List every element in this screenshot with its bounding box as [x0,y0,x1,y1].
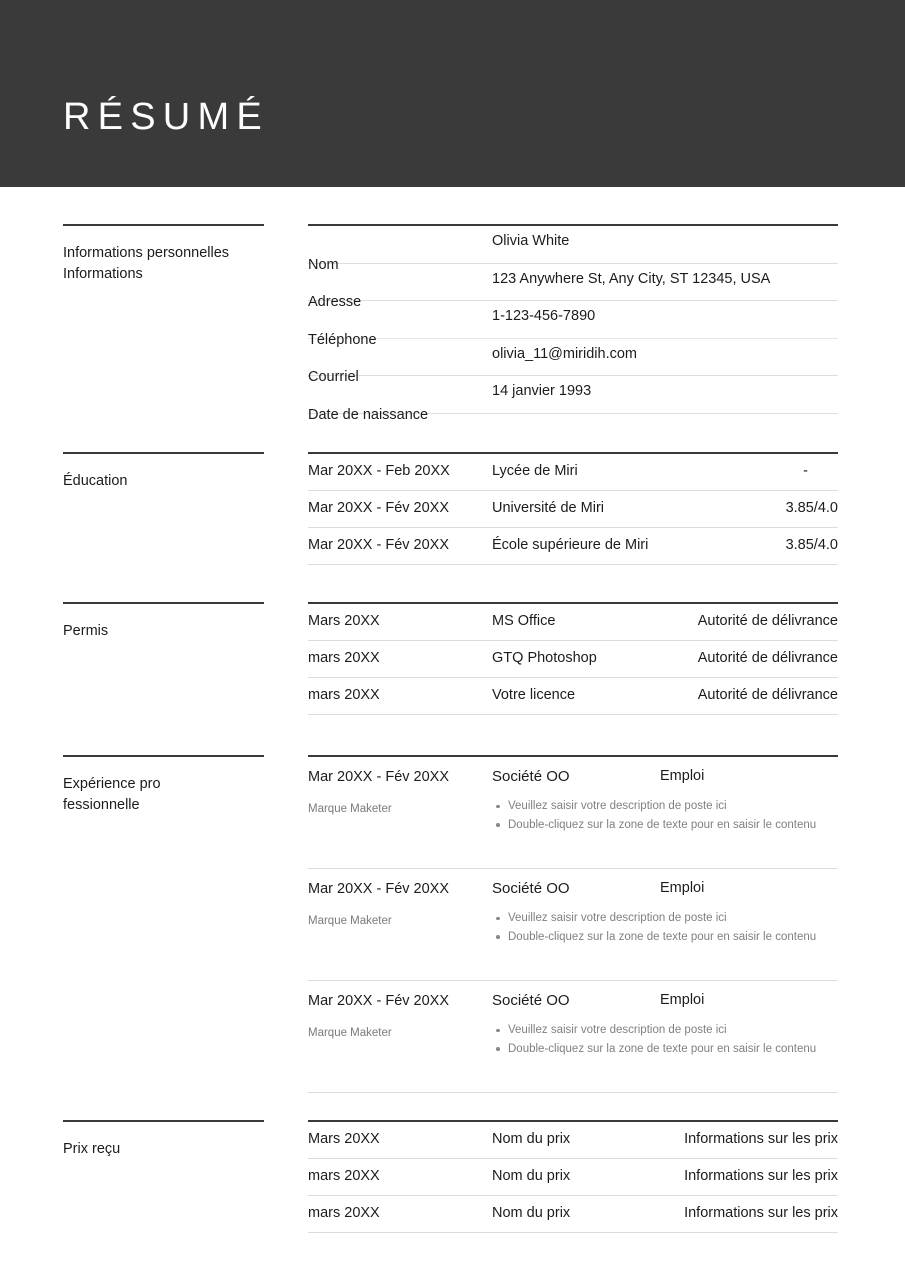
field-value-date-de-naissance: 14 janvier 1993 [492,383,592,399]
experience-date: Mar 20XX - Fév 20XX [308,881,450,897]
experience-description-list [494,797,816,834]
award-name: Nom du prix [492,1131,571,1147]
section-licenses-title: Permis [63,623,109,639]
row-divider [308,1232,838,1233]
experience-job-title: Emploi [660,992,705,1008]
license-date: Mars 20XX [308,613,380,629]
award-date: mars 20XX [308,1205,380,1221]
education-score: 3.85/4.0 [785,537,838,553]
field-value-courriel: olivia_11@miridih.com [492,345,637,362]
section-personal-title-line1: Informations personnelles [63,245,230,261]
section-rule [63,602,264,604]
section-rule [63,224,264,226]
section-licenses-content [308,602,838,715]
license-name: GTQ Photoshop [492,650,597,666]
award-name: Nom du prix [492,1168,571,1184]
experience-role: Marque Maketer [308,915,392,927]
section-education-content [308,452,838,565]
experience-role: Marque Maketer [308,803,392,815]
field-label-adresse: Adresse [308,294,362,310]
education-date: Mar 20XX - Fév 20XX [308,537,450,553]
experience-block[interactable] [308,869,838,981]
experience-description-list [494,909,816,946]
section-personal-content [308,224,838,423]
experience-description-item: Veuillez saisir votre description de poste ici [494,909,816,928]
section-rule [63,755,264,757]
license-authority: Autorité de délivrance [697,613,838,629]
education-institution: École supérieure de Miri [492,537,649,553]
section-experience-title-line2: fessionnelle [63,797,140,814]
experience-role: Marque Maketer [308,1027,392,1039]
experience-description-item: Double-cliquez sur la zone de texte pour en saisir le contenu [494,1040,816,1059]
field-label-telephone: Téléphone [308,331,377,348]
award-info: Informations sur les prix [684,1131,838,1147]
experience-company: Société OO [492,768,570,785]
education-row[interactable] [308,491,838,528]
field-label-nom: Nom [308,256,339,273]
experience-block[interactable] [308,981,838,1093]
section-personal-title-line2: Informations [63,266,143,283]
award-date: Mars 20XX [308,1131,380,1147]
resume-header-bar [0,0,905,187]
experience-company: Société OO [492,992,570,1009]
section-personal-title [63,243,264,285]
education-score: 3.85/4.0 [785,500,838,516]
award-row[interactable] [308,1196,838,1233]
education-institution: Université de Miri [492,500,604,516]
field-value-nom: Olivia White [492,233,570,249]
personal-info-row[interactable] [308,264,838,310]
section-experience-title [63,774,264,816]
personal-info-row[interactable] [308,301,838,348]
section-rule [63,1120,264,1122]
experience-description-item: Veuillez saisir votre description de poste ici [494,797,816,816]
section-education-title: Éducation [63,473,128,489]
award-info: Informations sur les prix [684,1168,838,1184]
field-label-courriel: Courriel [308,369,359,385]
row-divider [308,1092,838,1093]
license-name: Votre licence [492,687,576,703]
license-authority: Autorité de délivrance [697,687,838,703]
education-date: Mar 20XX - Feb 20XX [308,463,450,479]
license-row[interactable] [308,641,838,678]
award-row[interactable] [308,1159,838,1196]
license-date: mars 20XX [308,687,380,703]
field-label-date-de-naissance: Date de naissance [308,406,429,423]
section-experience-content [308,755,838,1093]
experience-date: Mar 20XX - Fév 20XX [308,769,450,785]
experience-job-title: Emploi [660,768,705,784]
education-institution: Lycée de Miri [492,463,578,479]
experience-block[interactable] [308,757,838,869]
row-divider [308,714,838,715]
section-awards-title: Prix reçu [63,1141,121,1157]
award-date: mars 20XX [308,1168,380,1184]
section-rule [63,452,264,454]
section-licenses-label-column [63,602,264,642]
row-divider [308,564,838,565]
award-info: Informations sur les prix [684,1205,838,1221]
education-date: Mar 20XX - Fév 20XX [308,500,450,516]
experience-date: Mar 20XX - Fév 20XX [308,993,450,1009]
section-education-label-column [63,452,264,492]
experience-job-title: Emploi [660,880,705,896]
section-experience-title-line1: Expérience pro [63,776,161,792]
experience-description-item: Double-cliquez sur la zone de texte pour en saisir le contenu [494,816,816,835]
section-awards-content [308,1120,838,1233]
field-value-telephone: 1-123-456-7890 [492,308,596,324]
field-value-adresse: 123 Anywhere St, Any City, ST 12345, USA [492,270,771,287]
section-awards-label-column [63,1120,264,1160]
license-authority: Autorité de délivrance [697,650,838,666]
personal-info-row[interactable] [308,339,838,385]
experience-company: Société OO [492,880,570,897]
award-name: Nom du prix [492,1205,571,1221]
education-row[interactable] [308,454,838,491]
personal-info-row[interactable] [308,376,838,423]
experience-description-list [494,1021,816,1058]
license-date: mars 20XX [308,650,380,666]
education-row[interactable] [308,528,838,565]
award-row[interactable] [308,1122,838,1159]
section-personal-label-column [63,224,264,285]
personal-info-row[interactable] [308,226,838,273]
license-row[interactable] [308,678,838,715]
license-row[interactable] [308,604,838,641]
page-title: RÉSUMÉ [63,96,269,138]
section-experience-label-column [63,755,264,816]
experience-description-item: Veuillez saisir votre description de poste ici [494,1021,816,1040]
personal-info-list [308,226,838,423]
experience-description-item: Double-cliquez sur la zone de texte pour en saisir le contenu [494,928,816,947]
education-score: - [803,463,808,479]
license-name: MS Office [492,613,556,629]
